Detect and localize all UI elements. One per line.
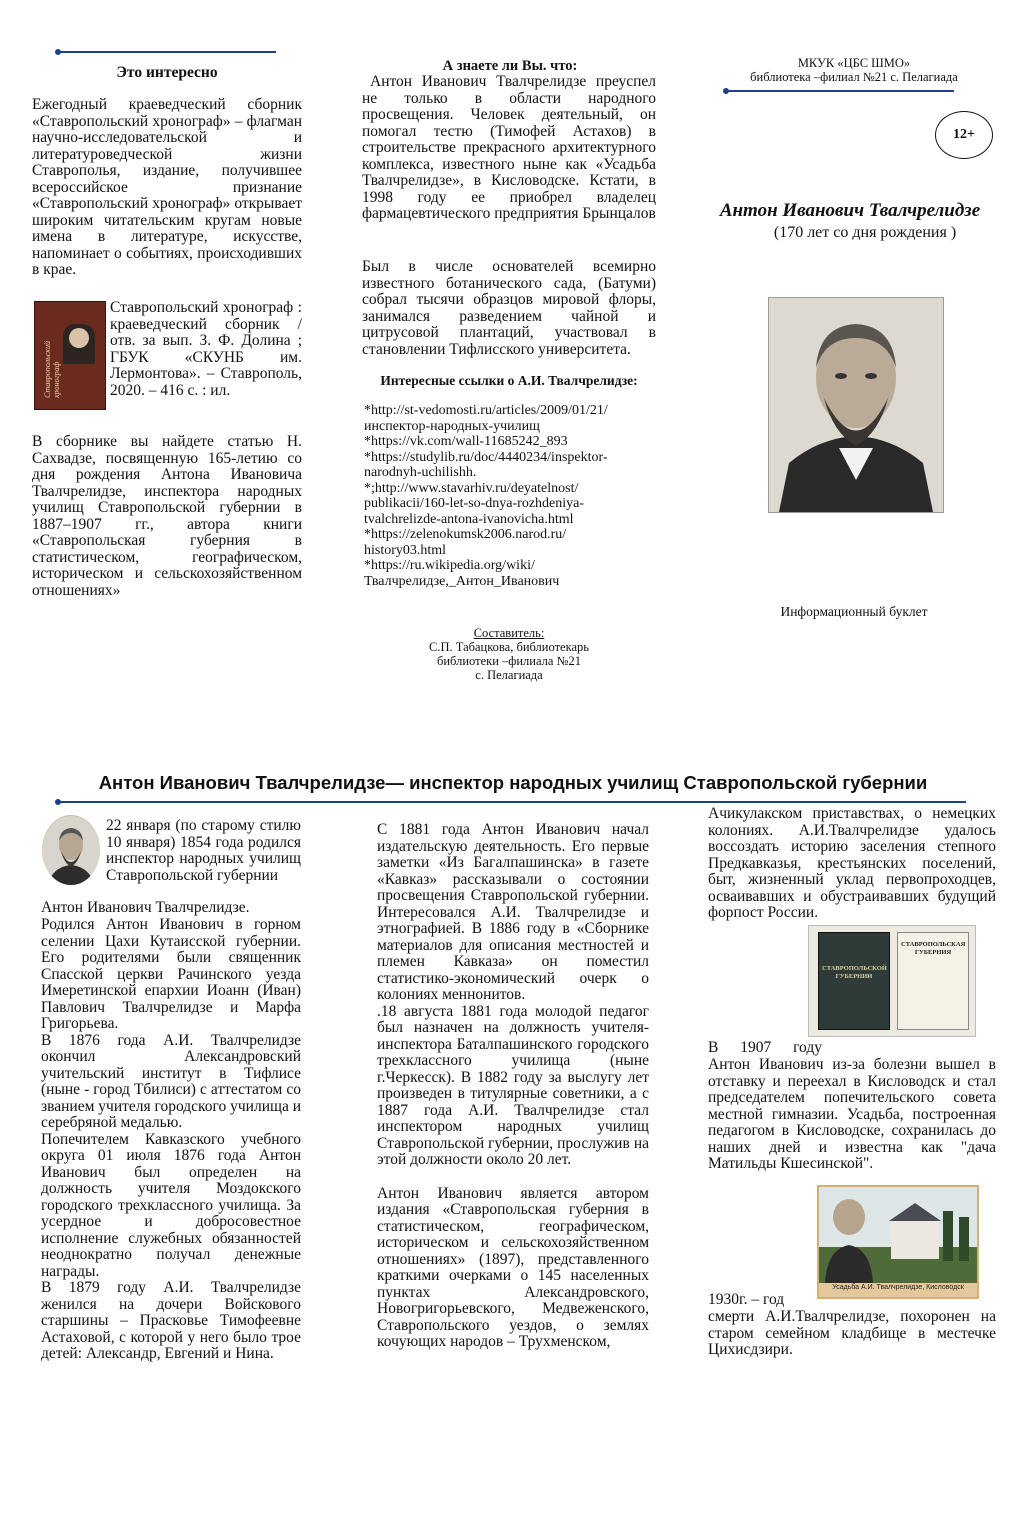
estate-caption: Усадьба А.И. Твалчрелидзе, Кисловодск — [832, 1284, 964, 1291]
chronograph-book-cover — [34, 301, 106, 410]
interesting-heading: Это интересно — [116, 64, 218, 81]
link-line[interactable]: *https://vk.com/wall-11685242_893 — [364, 434, 568, 449]
link-line[interactable]: *http://st-vedomosti.ru/articles/2009/01/21/ — [364, 403, 608, 418]
bio-paragraph: Ачикулакском приставствах, о немецких колониях. А.И.Твалчрелидзе удалось воссоздать историю заселения степного Предкавказья, крестьянских поселений, быт, жизненный уклад первопроходцев, осваивавших и обустраивавших будущий форпост России. — [708, 805, 996, 921]
compiler-label: Составитель: — [473, 626, 545, 640]
link-line[interactable]: *https://studylib.ru/doc/4440234/inspektor- — [364, 449, 608, 465]
org-block — [718, 56, 990, 84]
cover-title: Ставропольский хронограф — [43, 340, 61, 398]
bio-paragraph: Антон Иванович из-за болезни вышел в отставку и переехал в Кисловодск и стал председателем попечительского совета местной гимназии. Усадьба, построенная педагогом в Кисловодске, сохранилась до наших дней и известна как "дача Матильды Кшесинской". — [708, 1056, 996, 1172]
book-cover-light-title: СТАВРОПОЛЬСКАЯ ГУБЕРНИЯ — [901, 941, 966, 956]
link-line[interactable]: tvalchrelizde-antona-ivanovicha.html — [364, 511, 574, 527]
link-line[interactable]: publikacii/160-let-so-dnya-rozhdeniya- — [364, 496, 585, 511]
birth-lead-end: Антон Иванович Твалчрелидзе. — [41, 899, 250, 916]
did-you-know-heading: А знаете ли Вы. что: — [442, 58, 578, 74]
biography-col2 — [377, 822, 649, 1351]
compiler-block — [362, 626, 656, 682]
birth-lead: 22 января (по старому стилю 10 января) 1854 года родился инспектор народных училищ Ставропольской губернии — [106, 817, 301, 884]
booklet-type-label: Информационный буклет — [780, 604, 928, 619]
compiler-line: библиотеки –филиала №21 — [437, 654, 581, 668]
branch-name: библиотека –филиал №21 с. Пелагиада — [750, 70, 958, 84]
chronograph-intro: Ежегодный краеведческий сборник «Ставропольский хронограф» – флагман научно-исследовательской и литературоведческой жизни Ставрополья, издание, получившее всероссийское признание «Ставропольский хронограф» открывает широким читательским кругам новые имена в литературе, искусстве, напоминает о событиях, происходивших в крае. — [32, 96, 302, 278]
links-heading: Интересные ссылки о А.И. Твалчрелидзе: — [380, 373, 638, 388]
article-note: В сборнике вы найдете статью Н. Сахвадзе, посвященную 165-летию со дня рождения Антона Ивановича Твалчрелидзе, инспектора народных училищ Ставропольской губернии в 1887–1907 гг., автора книги «Ставропольская губерния в статистическом, географическом, историческом и сельскохозяйственном отношениях» — [32, 433, 302, 599]
bio-paragraph: Родился Антон Иванович в горном селении Цахи Кутаисской губернии. Его родителями были священник Спасской церкви Рачинского уезда Имеретинской епархии Иоанн (Иван) Павлович Твалчрелидзе и Марфа Григорьева. — [41, 916, 301, 1032]
bio-paragraph: Попечителем Кавказского учебного округа 01 июля 1876 года Антон Иванович был определен на должность учителя Моздокского городского трехклассного училища. За усердное и добросовестное исполнение служебных обязанностей неоднократно получал денежные награды. — [41, 1130, 301, 1280]
did-you-know-para1: Антон Иванович Твалчрелидзе преуспел не только в области народного просвещения. Человек деятельный, он помогал тестю (Тимофей Астахов) в строительстве прекрасного архитектурного комплекса, известного ныне как «Усадьба Твалчрелидзе», в Кисловодске. Кстати, в 1998 году ее приобрел владелец фармацевтического предприятия Брынцалов — [362, 73, 656, 222]
compiler-line: с. Пелагиада — [475, 668, 543, 682]
page2-title: Антон Иванович Твалчрелидзе— инспектор народных училищ Ставропольской губернии — [98, 772, 928, 793]
person-name-title: Антон Иванович Твалчрелидзе — [719, 200, 981, 221]
year-1930: 1930г. – год — [708, 1291, 785, 1308]
book-cover-dark-title: СТАВРОПОЛЬСКОЙ ГУБЕРНИИ — [822, 965, 887, 980]
cover-portrait-face — [69, 328, 89, 348]
divider-line — [726, 90, 954, 92]
book-cover-light — [897, 932, 969, 1030]
link-line[interactable]: history03.html — [364, 542, 447, 558]
bio-paragraph: .18 августа 1881 года молодой педагог был назначен на должность учителя-инспектора Баталпашинского городского трехклассного училища (ныне г.Черкесск). В 1882 году за выслугу лет произведен в титулярные советники, а с 1887 года А.И. Твалчрелидзе стал инспектором народных училищ Ставропольской губернии, прослужив на этой должности около 20 лет. — [377, 1002, 649, 1168]
books-photo — [808, 925, 976, 1037]
link-line[interactable]: *;http://www.stavarhiv.ru/deyatelnost/ — [364, 480, 579, 496]
book-cover-dark — [818, 932, 890, 1030]
bio-paragraph: смерти А.И.Твалчрелидзе, похоронен на старом семейном кладбище в местечке Цихисдзири. — [708, 1308, 996, 1358]
bio-paragraph: С 1881 года Антон Иванович начал издательскую деятельность. Его первые заметки «Из Багалпашинска» в газете «Кавказ» рассказывали о состоянии просвещения Ставропольской губернии. Интересовался А.И. Твалчрелидзе и этнографией. В 1886 году в «Сборнике материалов для описания местностей и племен Кавказа» он поместил статистико-экономический очерк о колониях меннонитов. — [377, 821, 649, 1003]
compiler-line: С.П. Табацкова, библиотекарь — [429, 640, 589, 654]
link-line[interactable]: narodnyh-uchilishh. — [364, 465, 477, 480]
divider-line — [58, 801, 966, 803]
portrait-illustration — [769, 298, 943, 512]
book-citation: Ставропольский хронограф : краеведческий сборник / отв. за вып. З. Ф. Долина ; ГБУК «СКУНБ им. Лермонтова». – Ставрополь, 2020. – 416 с. : ил. — [110, 299, 302, 399]
bio-paragraph: В 1879 году А.И. Твалчрелидзе женился на дочери Войскового старшины – Прасковье Тимофеевне Астаховой, с которой у него было трое детей: Александр, Евгений и Нина. — [41, 1279, 301, 1362]
year-1907: В 1907 году — [708, 1039, 822, 1056]
link-line[interactable]: *https://ru.wikipedia.org/wiki/ — [364, 558, 535, 573]
org-name: МКУК «ЦБС ШМО» — [797, 56, 911, 70]
did-you-know-para2: Был в числе основателей всемирно известного ботанического сада, (Батуми) собрал тысячи образцов мировой флоры, занимался разведением чайной и цитрусовой плантаций, участвовал в становлении Тифлисского университета. — [362, 258, 656, 358]
bio-paragraph: В 1876 года А.И. Твалчрелидзе окончил Александровский учительский институт в Тифлисе (ныне - город Тбилиси) с аттестатом со званием учителя городского училища и серебряной медалью. — [41, 1031, 301, 1131]
anniversary-subtitle: (170 лет со дня рождения ) — [773, 224, 957, 241]
portrait-photo — [768, 297, 944, 513]
links-list — [364, 403, 658, 589]
link-line[interactable]: Твалчрелидзе,_Антон_Иванович — [364, 573, 560, 589]
bio-paragraph: Антон Иванович является автором издания «Ставропольская губерния в статистическом, географическом, историческом и сельскохозяйственном отношениях» (1897), представленного краткими очерками о 145 населенных пунктах Александровского, Новогригорьевского, Медвеженского, Ставропольского уездов, о землях кочующих народов – Трухменском, — [377, 1184, 649, 1350]
small-portrait-illustration — [42, 815, 100, 885]
link-line[interactable]: инспектор-народных-училищ — [364, 418, 540, 434]
estate-photo — [817, 1185, 979, 1299]
age-rating-badge: 12+ — [935, 111, 993, 159]
small-portrait — [42, 815, 100, 885]
estate-illustration — [819, 1187, 977, 1283]
divider-line — [58, 51, 276, 53]
link-line[interactable]: *https://zelenokumsk2006.narod.ru/ — [364, 527, 567, 542]
biography-col1 — [41, 917, 301, 1363]
